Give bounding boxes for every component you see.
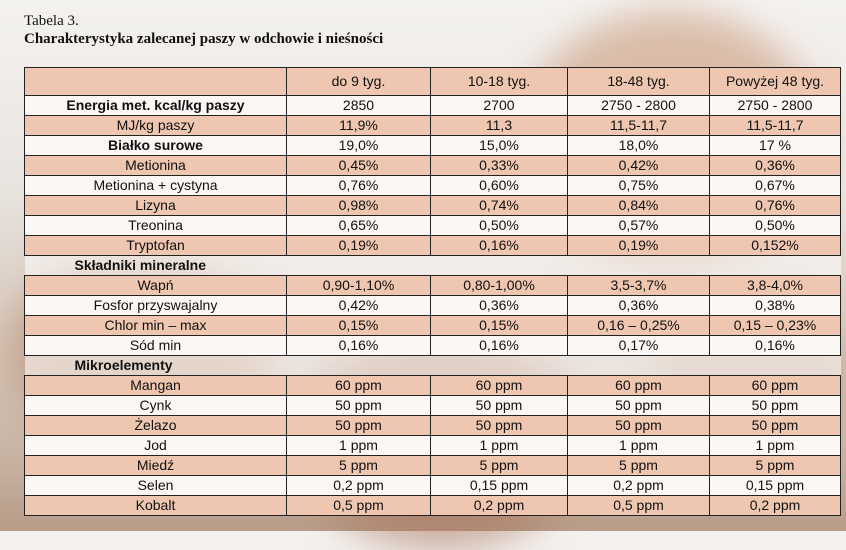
table-cell: 1 ppm: [431, 436, 568, 456]
table-caption: [24, 12, 383, 48]
table-cell: 0,36%: [431, 296, 568, 316]
table-cell: 0,16%: [431, 336, 568, 356]
table-row: [25, 496, 841, 516]
row-label: Metionina + cystyna: [25, 176, 287, 196]
table-cell: 2750 - 2800: [710, 96, 841, 116]
table-cell: 3,5-3,7%: [568, 276, 710, 296]
table-cell: 0,65%: [287, 216, 431, 236]
table-cell: 2850: [287, 96, 431, 116]
table-cell: 0,50%: [710, 216, 841, 236]
table-row: [25, 276, 841, 296]
table-cell: 0,42%: [287, 296, 431, 316]
table-cell: 50 ppm: [431, 416, 568, 436]
table-number: Tabela 3.: [24, 13, 79, 29]
table-row: [25, 416, 841, 436]
table-cell: 11,3: [431, 116, 568, 136]
table-cell: 0,50%: [431, 216, 568, 236]
row-label: Wapń: [25, 276, 287, 296]
table-cell: 0,2 ppm: [710, 496, 841, 516]
row-label: Fosfor przyswajalny: [25, 296, 287, 316]
table-cell: 0,80-1,00%: [431, 276, 568, 296]
table-cell: 0,15 ppm: [710, 476, 841, 496]
table-cell: 0,15 – 0,23%: [710, 316, 841, 336]
table-cell: 0,2 ppm: [287, 476, 431, 496]
table-cell: 0,152%: [710, 236, 841, 256]
table-cell: 0,76%: [710, 196, 841, 216]
table-header-row: [25, 68, 841, 96]
table-cell: 0,16%: [287, 336, 431, 356]
table-cell: 0,36%: [710, 156, 841, 176]
table-row: [25, 316, 841, 336]
table-cell: 1 ppm: [710, 436, 841, 456]
table-cell: 3,8-4,0%: [710, 276, 841, 296]
table-row: [25, 456, 841, 476]
section-heading: Mikroelementy: [25, 356, 841, 376]
table-row: [25, 176, 841, 196]
table-cell: 0,90-1,10%: [287, 276, 431, 296]
table-cell: 0,2 ppm: [568, 476, 710, 496]
table-row: [25, 96, 841, 116]
row-label: Metionina: [25, 156, 287, 176]
table-cell: 11,9%: [287, 116, 431, 136]
table-cell: 50 ppm: [287, 396, 431, 416]
table-cell: 50 ppm: [710, 416, 841, 436]
table-cell: 0,74%: [431, 196, 568, 216]
table-row: [25, 376, 841, 396]
row-label: Chlor min – max: [25, 316, 287, 336]
table-cell: 0,36%: [568, 296, 710, 316]
table-cell: 0,98%: [287, 196, 431, 216]
row-label: Żelazo: [25, 416, 287, 436]
section-heading-row: [25, 256, 841, 276]
table-row: [25, 236, 841, 256]
row-label: Miedź: [25, 456, 287, 476]
table-cell: 5 ppm: [710, 456, 841, 476]
table-cell: 0,76%: [287, 176, 431, 196]
table-cell: 60 ppm: [431, 376, 568, 396]
table-cell: 50 ppm: [710, 396, 841, 416]
table-title: Charakterystyka zalecanej paszy w odchowie i nieśności: [24, 31, 384, 47]
table-cell: 1 ppm: [568, 436, 710, 456]
table-row: [25, 196, 841, 216]
row-label: Treonina: [25, 216, 287, 236]
table-cell: 0,19%: [568, 236, 710, 256]
table-row: [25, 156, 841, 176]
table-cell: 0,84%: [568, 196, 710, 216]
row-label: Cynk: [25, 396, 287, 416]
section-heading-row: [25, 356, 841, 376]
table-cell: 60 ppm: [568, 376, 710, 396]
table-row: [25, 116, 841, 136]
table-cell: 50 ppm: [431, 396, 568, 416]
row-label: Sód min: [25, 336, 287, 356]
row-label: Selen: [25, 476, 287, 496]
table-cell: 0,75%: [568, 176, 710, 196]
table-cell: 50 ppm: [568, 416, 710, 436]
table-cell: 0,67%: [710, 176, 841, 196]
row-label: Mangan: [25, 376, 287, 396]
table-row: [25, 436, 841, 456]
table-cell: 0,5 ppm: [287, 496, 431, 516]
table-cell: 0,16 – 0,25%: [568, 316, 710, 336]
section-heading: Składniki mineralne: [25, 256, 841, 276]
row-label: Jod: [25, 436, 287, 456]
table-cell: 15,0%: [431, 136, 568, 156]
table-cell: 2750 - 2800: [568, 96, 710, 116]
row-label: Lizyna: [25, 196, 287, 216]
table-cell: 19,0%: [287, 136, 431, 156]
table-row: [25, 136, 841, 156]
table-cell: 0,42%: [568, 156, 710, 176]
table-cell: 1 ppm: [287, 436, 431, 456]
table-row: [25, 296, 841, 316]
table-row: [25, 476, 841, 496]
column-header: 10-18 tyg.: [431, 68, 568, 96]
table-cell: 0,57%: [568, 216, 710, 236]
table-cell: 50 ppm: [568, 396, 710, 416]
row-label: MJ/kg paszy: [25, 116, 287, 136]
table-cell: 60 ppm: [287, 376, 431, 396]
column-header: 18-48 tyg.: [568, 68, 710, 96]
row-label: Energia met. kcal/kg paszy: [25, 96, 287, 116]
table-cell: 0,38%: [710, 296, 841, 316]
table-cell: 0,19%: [287, 236, 431, 256]
table-row: [25, 396, 841, 416]
column-header: do 9 tyg.: [287, 68, 431, 96]
table-cell: 11,5-11,7: [568, 116, 710, 136]
row-label: Kobalt: [25, 496, 287, 516]
table-cell: 0,15%: [431, 316, 568, 336]
table-row: [25, 336, 841, 356]
column-header: Powyżej 48 tyg.: [710, 68, 841, 96]
table-cell: 5 ppm: [568, 456, 710, 476]
table-cell: 0,2 ppm: [431, 496, 568, 516]
table-cell: 0,15 ppm: [431, 476, 568, 496]
table-cell: 0,60%: [431, 176, 568, 196]
table-cell: 18,0%: [568, 136, 710, 156]
table-cell: 0,16%: [431, 236, 568, 256]
table-cell: 5 ppm: [287, 456, 431, 476]
table-cell: 0,45%: [287, 156, 431, 176]
table-cell: 60 ppm: [710, 376, 841, 396]
table-cell: 5 ppm: [431, 456, 568, 476]
table-cell: 17 %: [710, 136, 841, 156]
row-label: Tryptofan: [25, 236, 287, 256]
table-cell: 50 ppm: [287, 416, 431, 436]
feed-characteristics-table: [24, 67, 841, 516]
row-label: Białko surowe: [25, 136, 287, 156]
table-cell: 0,5 ppm: [568, 496, 710, 516]
header-cell-empty: [25, 68, 287, 96]
table-cell: 0,16%: [710, 336, 841, 356]
table-cell: 11,5-11,7: [710, 116, 841, 136]
table-cell: 0,17%: [568, 336, 710, 356]
table-cell: 0,15%: [287, 316, 431, 336]
table-row: [25, 216, 841, 236]
table-cell: 2700: [431, 96, 568, 116]
table-cell: 0,33%: [431, 156, 568, 176]
